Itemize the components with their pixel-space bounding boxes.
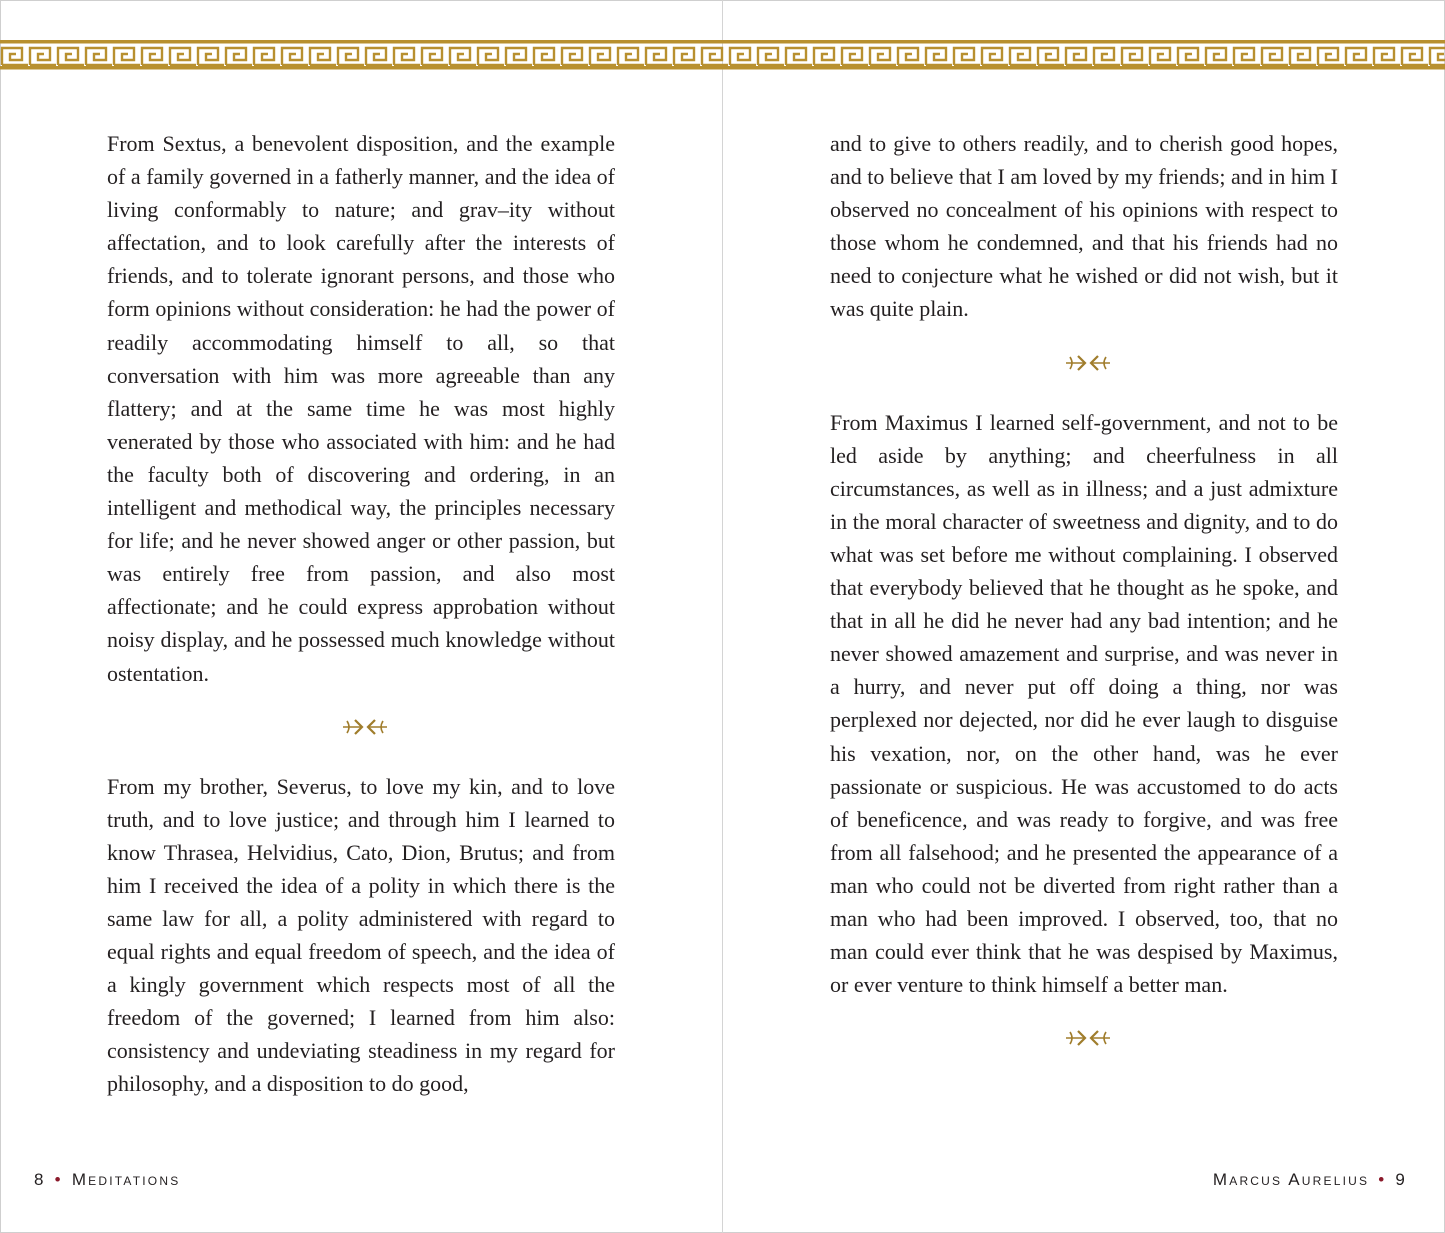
page-number: 9: [1395, 1170, 1407, 1189]
right-paragraph-continuation: and to give to others readily, and to cherish good hopes, and to believe that I am loved by my friends; and in him I observed no concealment of his opinions with respect to those whom he condemned, and that his friends had no need to conjecture what he wished or did not wish, but it was quite plain.: [830, 131, 1338, 322]
fleuron-icon: [1064, 1025, 1112, 1051]
section-divider-ornament: [107, 702, 615, 757]
author-name: Marcus Aurelius: [1212, 1170, 1370, 1189]
bullet-icon: •: [1378, 1170, 1387, 1189]
left-paragraph-sextus: From Sextus, a benevolent disposition, and the example of a family governed in a fatherly manner, and the idea of living conformably to nature; and grav–ity without affectation, and to look carefully after the interests of friends, and to tolerate ignorant persons, and those who form opinions without consideration: he had the power of readily accommodating himself to all, so that conversation with him was more agreeable than any flattery; and at the same time he was most highly venerated by those who associated with him: and he had the faculty both of discovering and ordering, in an intelligent and methodical way, the principles necessary for life; and he never showed anger or other passion, but was entirely free from passion, and also most affectionate; and he could express approbation without noisy display, and he possessed much knowledge without ostentation.: [107, 131, 615, 686]
section-divider-ornament: [830, 1013, 1338, 1068]
left-text-column: [107, 127, 615, 1101]
right-text-column: [830, 127, 1338, 1081]
right-paragraph-maximus: From Maximus I learned self-government, and not to be led aside by anything; and cheerfulness in all circumstances, as well as in illness; and a just admixture in the moral character of sweetness and dignity, and to do what was set before me without complaining. I observed that everybody believed that he thought as he spoke, and that in all he did he never had any bad intention; and he never showed amazement and surprise, and was never in a hurry, and never put off doing a thing, nor was perplexed nor dejected, nor did he ever laugh to disguise his vexation, nor, on the other hand, was he ever passionate or suspicious. He was accustomed to do acts of beneficence, and was ready to forgive, and was free from all falsehood; and he presented the appearance of a man who could not be diverted from right rather than a man who had been improved. I observed, too, that no man could ever think that he was despised by Maximus, or ever venture to think himself a better man.: [830, 409, 1338, 998]
fleuron-icon: [1064, 350, 1112, 376]
left-running-footer: [34, 1170, 180, 1190]
book-title: Meditations: [71, 1170, 181, 1189]
left-paragraph-severus: From my brother, Severus, to love my kin, and to love truth, and to love justice; and through him I learned to know Thrasea, Helvidius, Cato, Dion, Brutus; and from him I received the idea of a polity in which there is the same law for all, a polity administered with regard to equal rights and equal freedom of speech, and the idea of a kingly government which respects most of all the freedom of the governed; I learned from him also: consistency and undeviating steadiness in my regard for philosophy, and a disposition to do good,: [107, 773, 615, 1097]
page-number: 8: [34, 1170, 46, 1189]
fleuron-icon: [341, 714, 389, 740]
left-page: [0, 0, 722, 1233]
right-page: [723, 0, 1445, 1233]
right-running-footer: [1213, 1170, 1407, 1190]
section-divider-ornament: [830, 338, 1338, 393]
bullet-icon: •: [54, 1170, 63, 1189]
